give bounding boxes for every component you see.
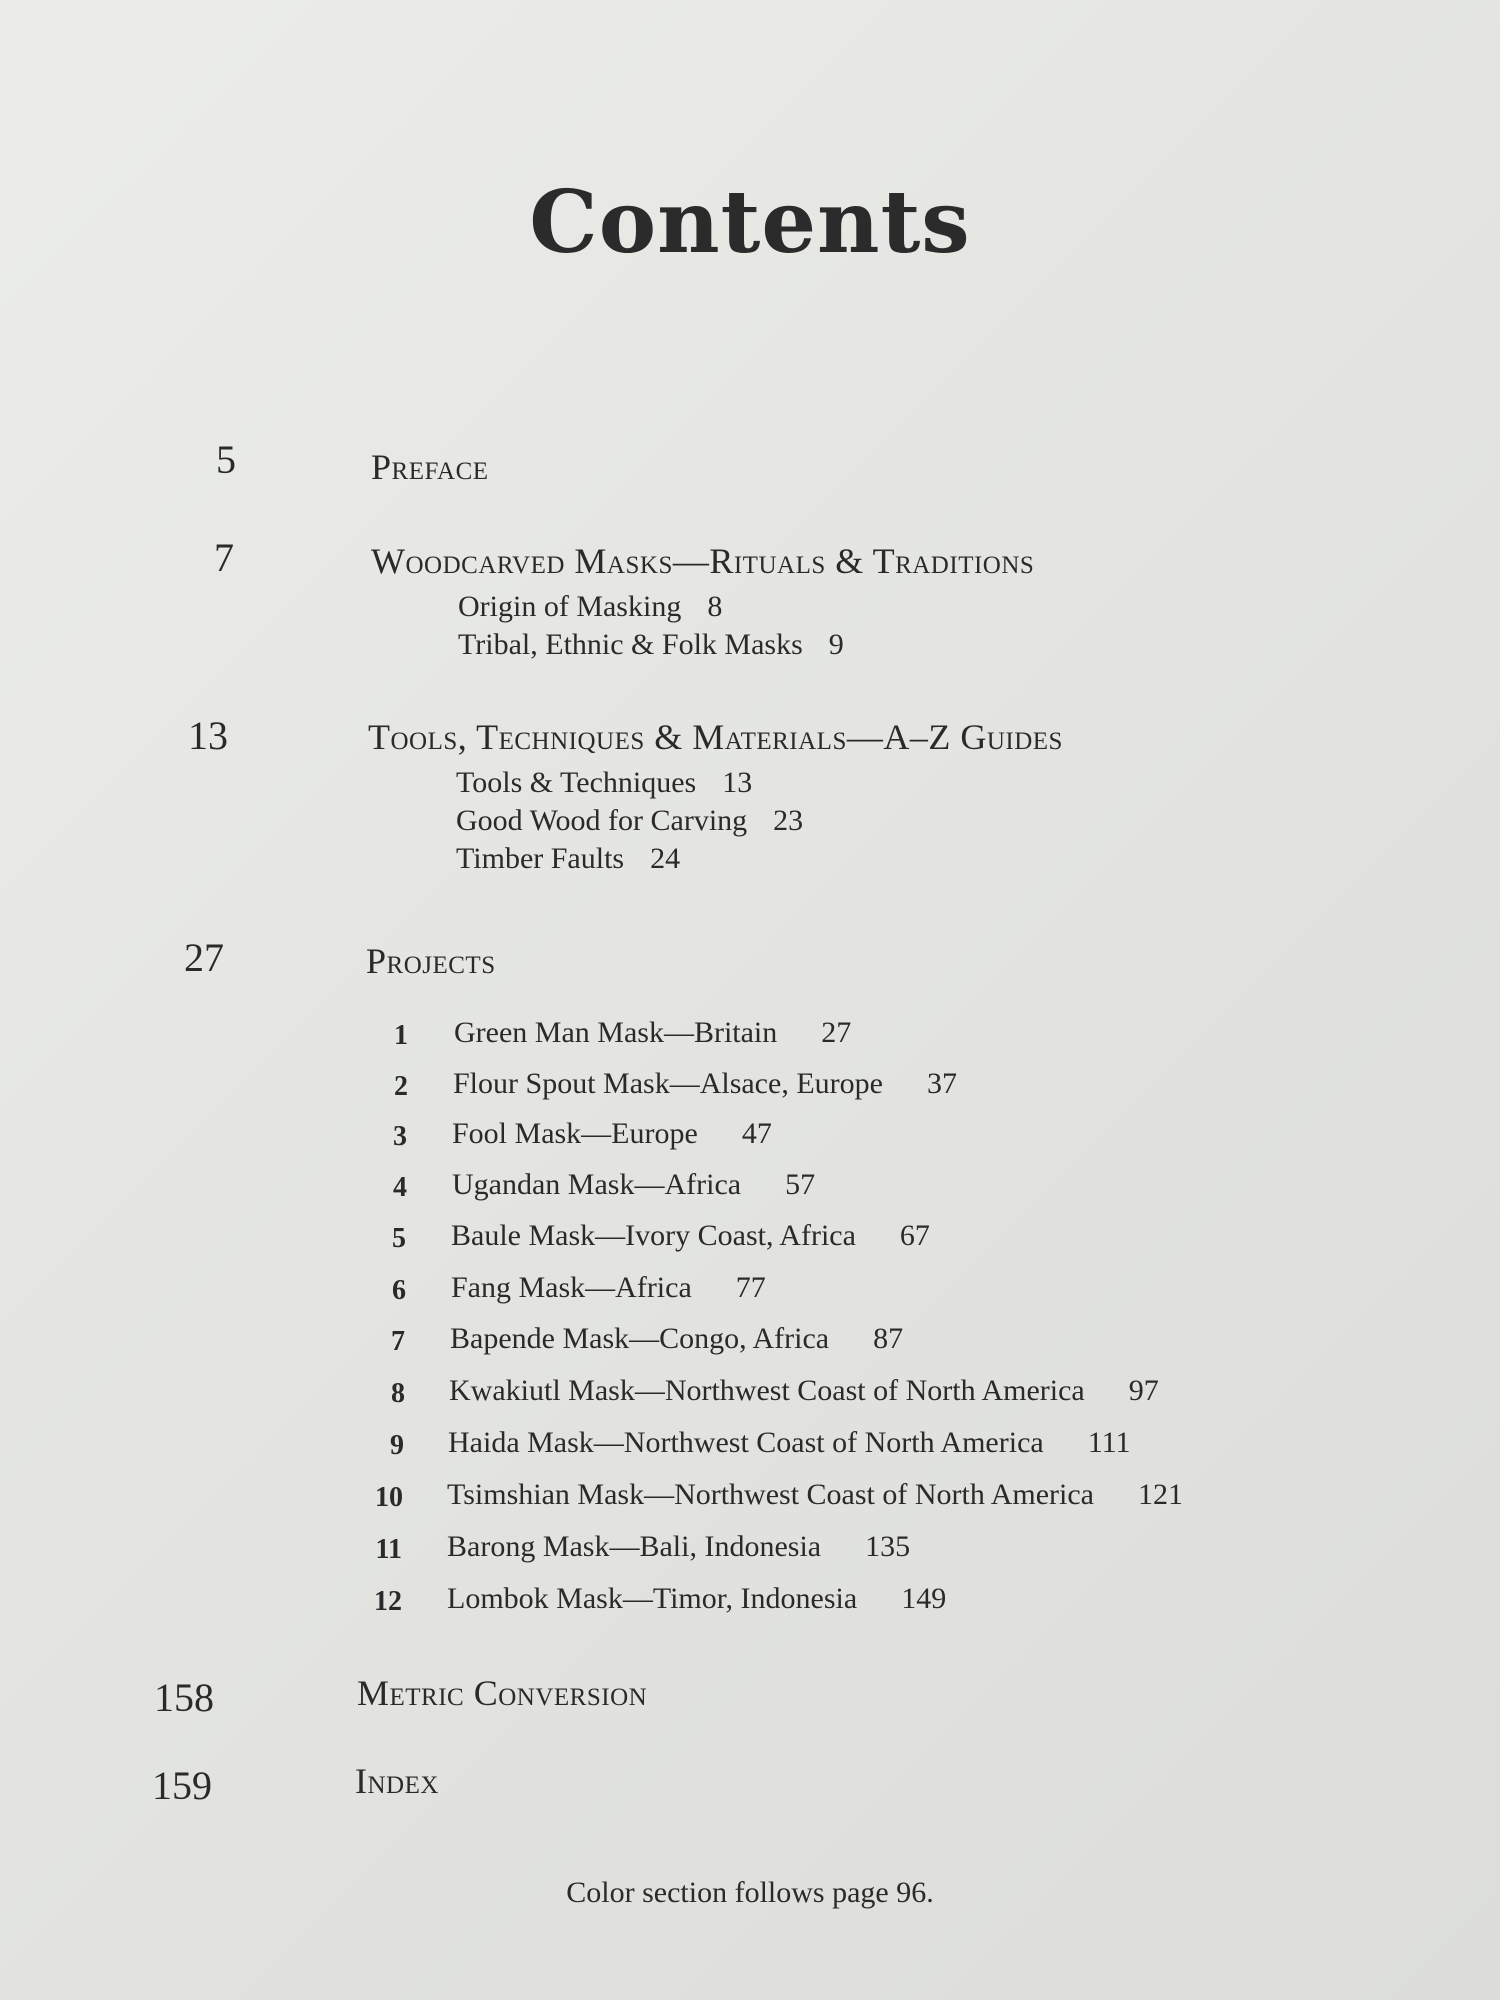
project-page: 37 (926, 1067, 957, 1100)
project-page: 149 (901, 1582, 947, 1615)
project-entry (447, 1582, 946, 1616)
project-number: 12 (374, 1586, 402, 1617)
project-page: 27 (821, 1016, 852, 1049)
section-page-metric: 158 (154, 1675, 214, 1720)
sub-entry-page: 13 (722, 766, 753, 799)
sub-entry (458, 628, 844, 662)
project-page: 111 (1087, 1426, 1131, 1459)
sub-entry (458, 590, 722, 624)
sub-entry-page: 24 (650, 842, 681, 875)
section-title-metric: Metric Conversion (357, 1673, 648, 1713)
project-title: Barong Mask—Bali, Indonesia (447, 1530, 822, 1563)
section-title-tools: Tools, Techniques & Materials—A–Z Guides (368, 717, 1063, 757)
sub-entry-title: Tools & Techniques (456, 766, 697, 799)
project-entry (451, 1219, 930, 1253)
project-entry (454, 1016, 851, 1050)
project-number: 10 (375, 1482, 403, 1513)
section-page-index: 159 (152, 1763, 212, 1808)
section-page-tools: 13 (188, 713, 228, 758)
project-entry (450, 1322, 903, 1356)
section-title-projects: Projects (366, 941, 496, 981)
project-page: 57 (785, 1168, 816, 1201)
project-title: Tsimshian Mask—Northwest Coast of North America (447, 1478, 1094, 1511)
section-page-projects: 27 (184, 935, 224, 980)
color-section-note: Color section follows page 96. (566, 1876, 934, 1909)
sub-entry-title: Tribal, Ethnic & Folk Masks (458, 628, 803, 661)
project-page: 97 (1128, 1374, 1159, 1407)
project-page: 67 (899, 1219, 930, 1252)
page-title: Contents (529, 172, 971, 273)
project-entry (453, 1067, 957, 1101)
project-number: 5 (392, 1223, 406, 1254)
project-page: 121 (1137, 1478, 1183, 1511)
project-number: 11 (375, 1534, 402, 1565)
project-entry (447, 1478, 1183, 1512)
project-entry (452, 1168, 815, 1202)
sub-entry-page: 8 (707, 590, 723, 623)
project-page: 135 (865, 1530, 911, 1563)
section-title-preface: Preface (371, 447, 489, 487)
section-page-preface: 5 (216, 437, 236, 482)
sub-entry-title: Timber Faults (456, 842, 625, 875)
project-title: Fool Mask—Europe (452, 1117, 698, 1150)
project-entry (448, 1426, 1131, 1460)
section-title-woodcarved: Woodcarved Masks—Rituals & Traditions (371, 541, 1035, 581)
sub-entry-page: 9 (828, 628, 844, 661)
project-title: Bapende Mask—Congo, Africa (450, 1322, 830, 1355)
sub-entry-title: Origin of Masking (458, 590, 682, 623)
project-entry (447, 1530, 910, 1564)
project-title: Baule Mask—Ivory Coast, Africa (451, 1219, 856, 1252)
project-number: 1 (394, 1020, 408, 1051)
project-title: Haida Mask—Northwest Coast of North America (448, 1426, 1044, 1459)
sub-entry (456, 766, 752, 800)
project-number: 4 (393, 1172, 407, 1203)
project-title: Fang Mask—Africa (451, 1271, 692, 1304)
project-page: 77 (735, 1271, 766, 1304)
sub-entry (456, 842, 680, 876)
project-page: 87 (873, 1322, 904, 1355)
section-title-index: Index (355, 1761, 439, 1801)
project-number: 9 (390, 1430, 404, 1461)
project-title: Ugandan Mask—Africa (452, 1168, 742, 1201)
project-entry (452, 1117, 772, 1151)
project-title: Kwakiutl Mask—Northwest Coast of North America (449, 1374, 1085, 1407)
sub-entry (456, 804, 803, 838)
sub-entry-title: Good Wood for Carving (456, 804, 748, 837)
project-number: 6 (392, 1275, 406, 1306)
project-title: Lombok Mask—Timor, Indonesia (447, 1582, 858, 1615)
project-title: Green Man Mask—Britain (454, 1016, 778, 1049)
project-entry (451, 1271, 766, 1305)
sub-entry-page: 23 (773, 804, 804, 837)
project-entry (449, 1374, 1159, 1408)
project-title: Flour Spout Mask—Alsace, Europe (453, 1067, 883, 1100)
project-number: 7 (391, 1326, 405, 1357)
section-page-woodcarved: 7 (214, 535, 234, 580)
project-number: 2 (394, 1071, 408, 1102)
project-number: 3 (393, 1121, 407, 1152)
project-page: 47 (741, 1117, 772, 1150)
project-number: 8 (391, 1378, 405, 1409)
